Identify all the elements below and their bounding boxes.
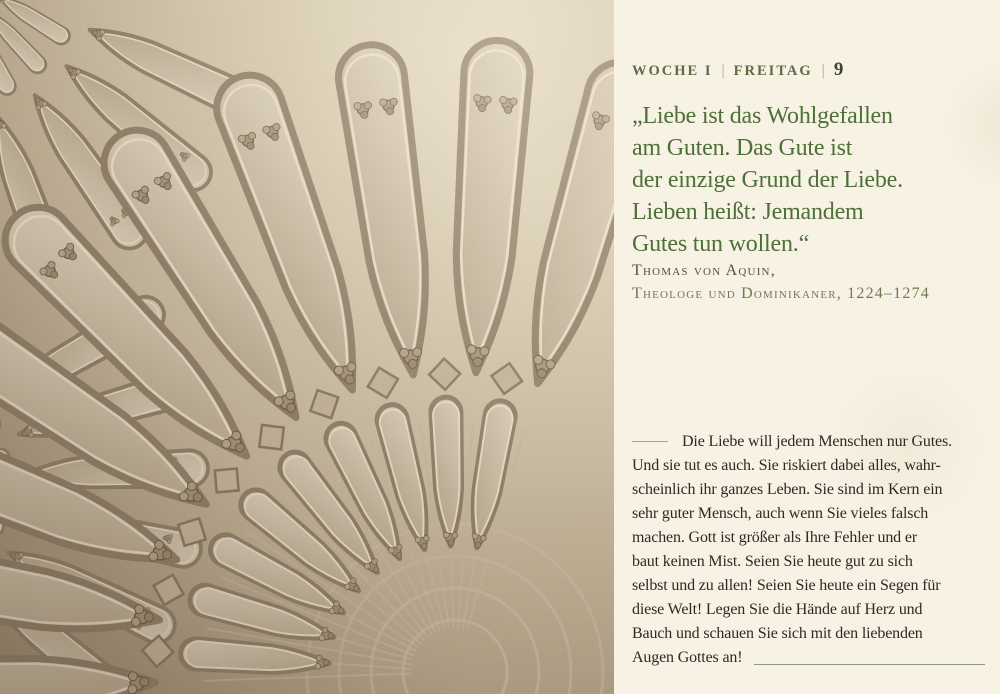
body-line bbox=[632, 646, 987, 670]
body-line: Und sie tut es auch. Sie riskiert dabei alles, wahr- bbox=[632, 457, 941, 474]
page-right bbox=[614, 0, 1000, 694]
page-number: 9 bbox=[833, 59, 844, 80]
paragraph-lead-rule bbox=[632, 441, 668, 442]
body-line: sehr guter Mensch, auch wenn Sie vieles falsch bbox=[632, 505, 929, 522]
body-line: baut keinen Mist. Seien Sie heute gut zu sich bbox=[632, 553, 913, 570]
header-separator: | bbox=[821, 62, 825, 79]
week-label: WOCHE I bbox=[632, 63, 713, 79]
quote-attribution bbox=[632, 259, 987, 305]
body-line bbox=[632, 430, 987, 454]
body-line: scheinlich ihr ganzes Leben. Sie sind im Kern ein bbox=[632, 481, 943, 498]
attribution-role: Theologe und Dominikaner, 1224–1274 bbox=[632, 285, 930, 302]
body-line-text: Augen Gottes an! bbox=[632, 649, 743, 666]
quote-line: Gutes tun wollen.“ bbox=[632, 231, 810, 257]
header-separator: | bbox=[721, 62, 725, 79]
body-line: diese Welt! Legen Sie die Hände auf Herz und bbox=[632, 601, 923, 618]
quote-line: „Liebe ist das Wohlgefallen bbox=[632, 103, 893, 129]
body-line: selbst und zu allen! Seien Sie heute ein Segen für bbox=[632, 577, 941, 594]
body-line: Bauch und schauen Sie sich mit den liebenden bbox=[632, 625, 923, 642]
body-paragraph bbox=[632, 430, 987, 670]
day-label: FREITAG bbox=[733, 63, 813, 79]
attribution-name: Thomas von Aquin, bbox=[632, 262, 776, 279]
paragraph-tail-rule bbox=[754, 664, 985, 665]
quote-line: am Guten. Das Gute ist bbox=[632, 135, 853, 161]
quote-text bbox=[632, 100, 987, 260]
quote-line: Lieben heißt: Jemandem bbox=[632, 199, 864, 225]
page-header bbox=[632, 59, 843, 81]
quote-line: der einzige Grund der Liebe. bbox=[632, 167, 903, 193]
body-line-text: Die Liebe will jedem Menschen nur Gutes. bbox=[682, 433, 952, 450]
body-line: machen. Gott ist größer als Ihre Fehler und er bbox=[632, 529, 918, 546]
